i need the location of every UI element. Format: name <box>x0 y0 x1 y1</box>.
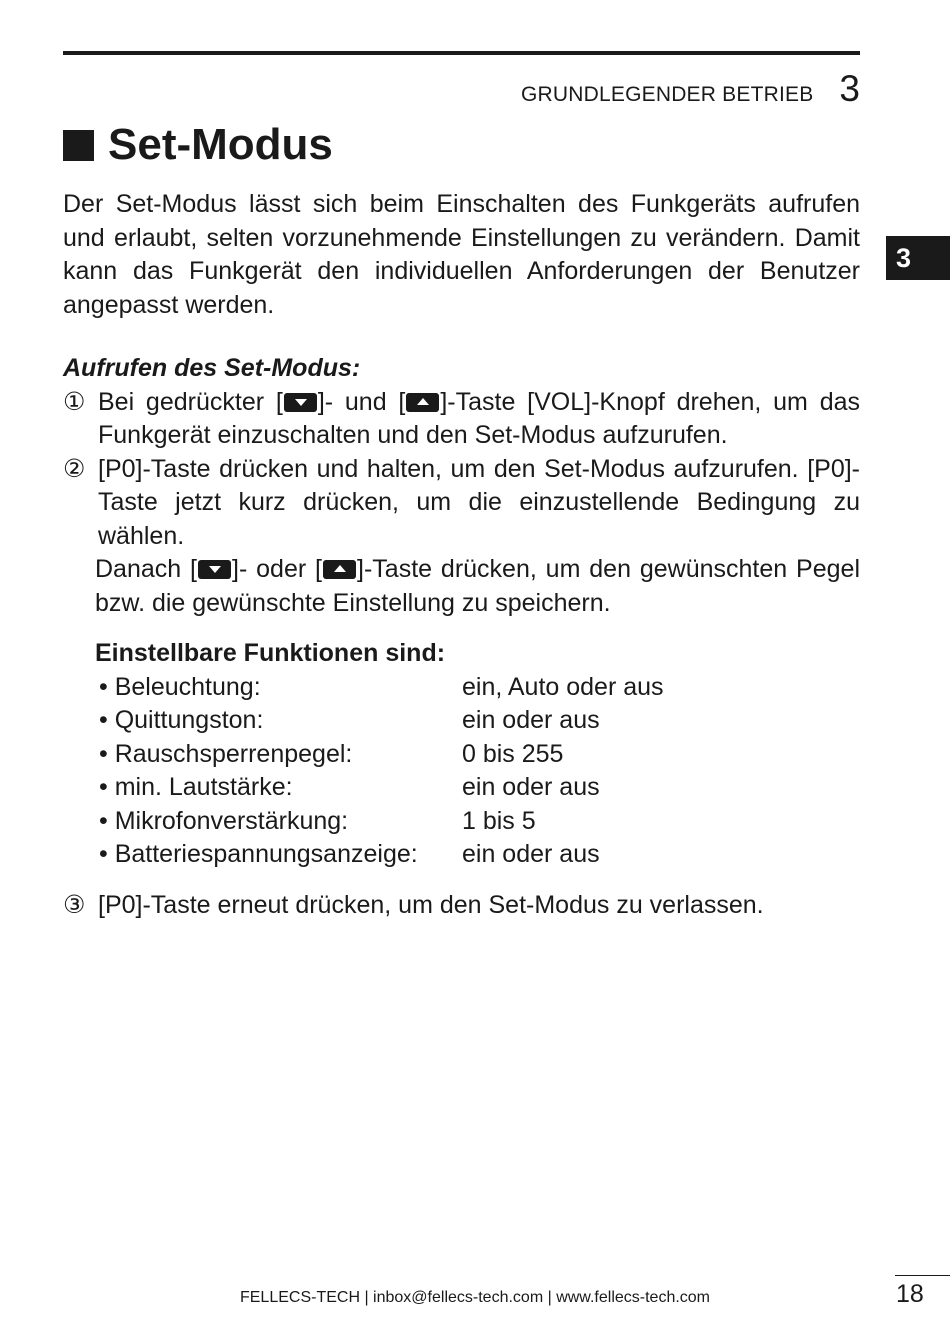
top-rule <box>63 51 860 55</box>
subheading: Aufrufen des Set-Modus: <box>63 354 361 382</box>
function-item: • Batteriespannungsanzeige: ein oder aus <box>99 840 600 868</box>
functions-list <box>63 671 860 872</box>
function-item: • Mikrofonverstärkung: 1 bis 5 <box>99 806 536 835</box>
step-text: Bei gedrückter [ ]- und [ ]-Taste [VOL]-Knopf drehen, um das Funkgerät einzuschalten und den Set-Modus aufzurufen. <box>98 387 860 449</box>
step-number: ② <box>63 454 86 483</box>
page-number: 18 <box>896 1280 924 1308</box>
step-1 <box>63 386 860 453</box>
step-text: [P0]-Taste erneut drücken, um den Set-Modus zu verlassen. <box>98 890 764 919</box>
function-item: • Beleuchtung: ein, Auto oder aus <box>99 672 664 701</box>
chapter-tab: 3 <box>886 236 950 280</box>
square-bullet-icon <box>63 130 94 161</box>
step-2 <box>63 453 860 554</box>
down-arrow-key-icon <box>284 393 317 412</box>
chapter-number: 3 <box>839 68 860 109</box>
up-arrow-key-icon <box>406 393 439 412</box>
section-title <box>63 120 333 170</box>
down-arrow-key-icon <box>198 560 231 579</box>
page-number-rule <box>895 1275 950 1276</box>
function-item: • Quittungston: ein oder aus <box>99 706 600 734</box>
functions-heading: Einstellbare Funktionen sind: <box>95 639 446 667</box>
step-2-continuation: Danach [ ]- oder [ ]-Taste drücken, um den gewünschten Pegel bzw. die gewünschte Einstellung zu speichern. <box>95 555 861 617</box>
step-text: [P0]-Taste drücken und halten, um den Set-Modus aufzurufen. [P0]-Taste jetzt kurz drücken, um die einzustellende Bedingung zu wählen. <box>98 454 860 550</box>
function-item: • Rauschsperrenpegel: 0 bis 255 <box>99 739 564 768</box>
step-3 <box>63 889 860 923</box>
up-arrow-key-icon <box>323 560 356 579</box>
section-title-text: Set-Modus <box>108 120 333 169</box>
footer-contact: FELLECS-TECH | inbox@fellecs-tech.com | www.fellecs-tech.com <box>239 1289 711 1306</box>
step-number: ③ <box>63 890 86 919</box>
chapter-title: GRUNDLEGENDER BETRIEB <box>521 83 814 106</box>
body-text <box>63 188 860 922</box>
step-number: ① <box>63 387 86 416</box>
function-item: • min. Lautstärke: ein oder aus <box>99 773 600 801</box>
running-header <box>521 68 860 110</box>
intro-paragraph: Der Set-Modus lässt sich beim Einschalten des Funkgeräts aufrufen und erlaubt, selten vorzunehmende Einstellungen zu verändern. Damit kann das Funkgerät den individuellen Anforderungen der Benutzer angepasst werden. <box>63 190 860 319</box>
